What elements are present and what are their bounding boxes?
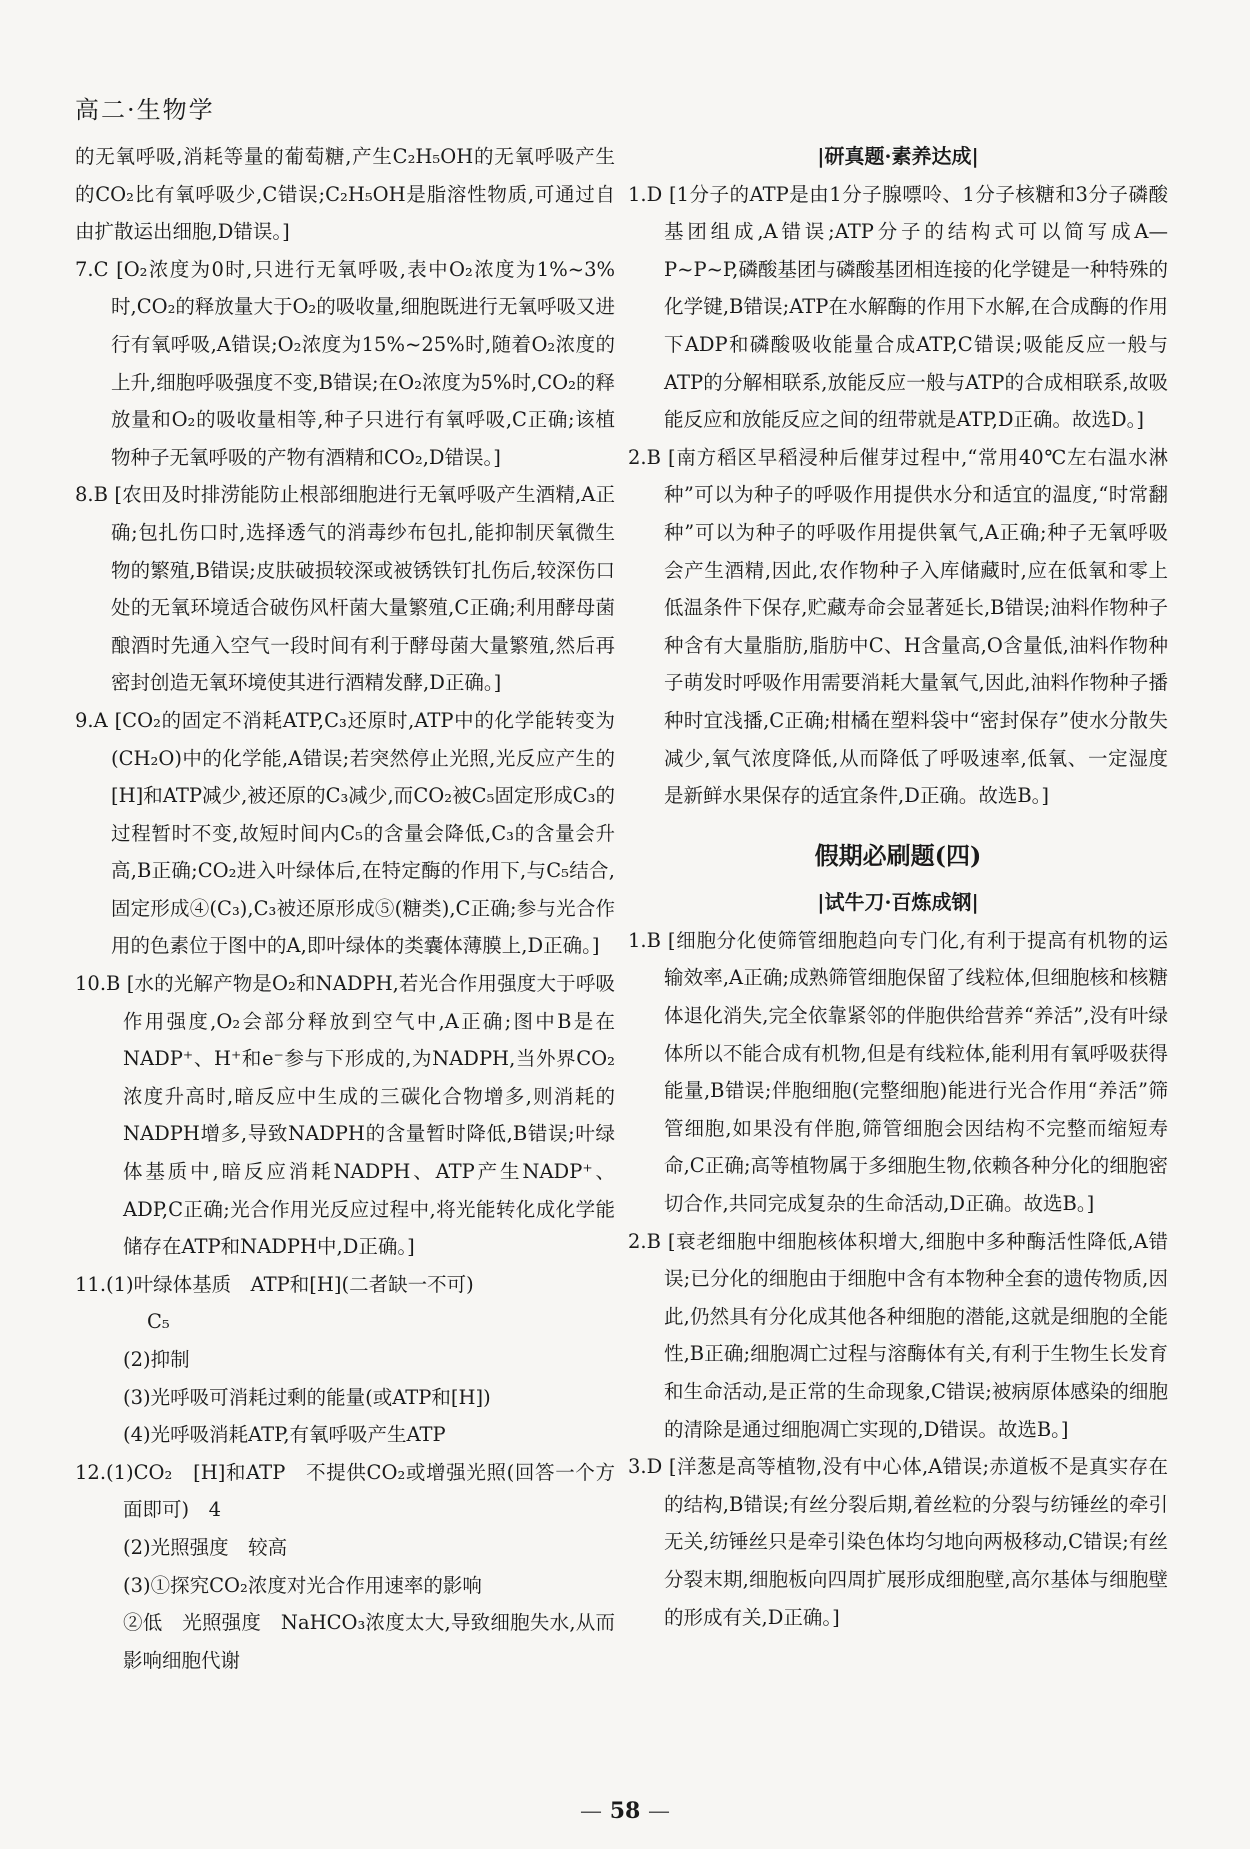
page-header: 高二·生物学 bbox=[75, 96, 215, 124]
answer-10: 10.B [水的光解产物是O₂和NADPH,若光合作用强度大于呼吸作用强度,O₂会部分释放到空气中,A正确;图中B是在NADP⁺、H⁺和e⁻参与下形成的,为NADPH,当外界CO₂浓度升高时,暗反应中生成的三碳化合物增多,则消耗的NADPH增多,导致NADPH的含量暂时降低,B错误;叶绿体基质中,暗反应消耗NADPH、ATP产生NADP⁺、ADP,C正确;光合作用光反应过程中,将光能转化成化学能储存在ATP和NADPH中,D正确。] bbox=[75, 972, 615, 1259]
answer-11-line2: C₅ bbox=[147, 1310, 170, 1334]
answer-8: 8.B [农田及时排涝能防止根部细胞进行无氧呼吸产生酒精,A正确;包扎伤口时,选择透气的消毒纱布包扎,能抑制厌氧微生物的繁殖,B错误;皮肤破损较深或被锈铁钉扎伤后,较深伤口处的无氧环境适合破伤风杆菌大量繁殖,C正确;利用酵母菌酿酒时先通入空气一段时间有利于酵母菌大量繁殖,然后再密封创造无氧环境使其进行酒精发酵,D正确。] bbox=[75, 483, 615, 695]
chapter-title: 假期必刷题(四) bbox=[814, 840, 982, 870]
answer-11-line5: (4)光呼吸消耗ATP,有氧呼吸产生ATP bbox=[123, 1423, 446, 1447]
research-answer-1: 1.D [1分子的ATP是由1分子腺嘌呤、1分子核糖和3分子磷酸基团组成,A错误;ATP分子的结构式可以简写成A—P~P~P,磷酸基团与磷酸基团相连接的化学键是一种特殊的化学键,B错误;ATP在水解酶的作用下水解,在合成酶的作用下ADP和磷酸吸收能量合成ATP,C错误;吸能反应一般与ATP的分解相联系,放能反应一般与ATP的合成相联系,故吸能反应和放能反应之间的纽带就是ATP,D正确。故选D。] bbox=[628, 182, 1168, 432]
section-title-practice: |试牛刀·百炼成钢| bbox=[817, 890, 979, 915]
page-number-value: 58 bbox=[609, 1798, 641, 1824]
answer-11-line4: (3)光呼吸可消耗过剩的能量(或ATP和[H]) bbox=[123, 1385, 491, 1409]
answer-9: 9.A [CO₂的固定不消耗ATP,C₃还原时,ATP中的化学能转变为(CH₂O)中的化学能,A错误;若突然停止光照,光反应产生的[H]和ATP减少,被还原的C₃减少,而CO₂被C₅固定形成C₃的过程暂时不变,故短时间内C₅的含量会降低,C₃的含量会升高,B正确;CO₂进入叶绿体后,在特定酶的作用下,与C₅结合,固定形成④(C₃),C₃被还原形成⑤(糖类),C正确;参与光合作用的色素位于图中的A,即叶绿体的类囊体薄膜上,D正确。] bbox=[75, 708, 615, 958]
page-number bbox=[0, 1798, 1250, 1824]
section-title-research: |研真题·素养达成| bbox=[817, 144, 979, 168]
research-answer-2: 2.B [南方稻区早稻浸种后催芽过程中,“常用40℃左右温水淋种”可以为种子的呼吸作用提供水分和适宜的温度,“时常翻种”可以为种子的呼吸作用提供氧气,A正确;种子无氧呼吸会产生酒精,因此,农作物种子入库储藏时,应在低氧和零上低温条件下保存,贮藏寿命会显著延长,B错误;油料作物种子种含有大量脂肪,脂肪中C、H含量高,O含量低,油料作物种子萌发时呼吸作用需要消耗大量氧气,因此,油料作物种子播种时宜浅播,C正确;柑橘在塑料袋中“密封保存”使水分散失减少,氧气浓度降低,从而降低了呼吸速率,低氧、一定湿度是新鲜水果保存的适宜条件,D正确。故选B。] bbox=[628, 445, 1168, 808]
answer-12-line2: (2)光照强度 较高 bbox=[123, 1535, 288, 1559]
right-column bbox=[628, 138, 1168, 1636]
practice-answer-3: 3.D [洋葱是高等植物,没有中心体,A错误;赤道板不是真实存在的结构,B错误;有丝分裂后期,着丝粒的分裂与纺锤丝的牵引无关,纺锤丝只是牵引染色体均匀地向两极移动,C错误;有丝分裂末期,细胞板向四周扩展形成细胞壁,高尔基体与细胞壁的形成有关,D正确。] bbox=[628, 1455, 1168, 1629]
answer-continuation: 的无氧呼吸,消耗等量的葡萄糖,产生C₂H₅OH的无氧呼吸产生的CO₂比有氧呼吸少,C错误;C₂H₅OH是脂溶性物质,可通过自由扩散运出细胞,D错误。] bbox=[75, 145, 615, 244]
page-dash-right: — bbox=[647, 1799, 670, 1824]
answer-12-line3: (3)①探究CO₂浓度对光合作用速率的影响 bbox=[123, 1573, 482, 1597]
page-dash-left: — bbox=[580, 1799, 603, 1824]
answer-7: 7.C [O₂浓度为0时,只进行无氧呼吸,表中O₂浓度为1%~3%时,CO₂的释放量大于O₂的吸收量,细胞既进行无氧呼吸又进行有氧呼吸,A错误;O₂浓度为15%~25%时,随着O₂浓度的上升,细胞呼吸强度不变,B错误;在O₂浓度为5%时,CO₂的释放量和O₂的吸收量相等,种子只进行有氧呼吸,C正确;该植物种子无氧呼吸的产物有酒精和CO₂,D错误。] bbox=[75, 257, 615, 469]
answer-12-line4: ②低 光照强度 NaHCO₃浓度太大,导致细胞失水,从而影响细胞代谢 bbox=[123, 1611, 615, 1672]
answer-11-line3: (2)抑制 bbox=[123, 1348, 190, 1371]
answer-12-line1: 12.(1)CO₂ [H]和ATP 不提供CO₂或增强光照(回答一个方面即可) 4 bbox=[75, 1460, 615, 1522]
left-column bbox=[75, 138, 615, 1679]
practice-answer-2: 2.B [衰老细胞中细胞核体积增大,细胞中多种酶活性降低,A错误;已分化的细胞由于细胞中含有本物种全套的遗传物质,因此,仍然具有分化成其他各种细胞的潜能,这就是细胞的全能性,B正确;细胞凋亡过程与溶酶体有关,有利于生物生长发育和生命活动,是正常的生命现象,C错误;被病原体感染的细胞的清除是通过细胞凋亡实现的,D错误。故选B。] bbox=[628, 1229, 1168, 1441]
answer-11-line1: 11.(1)叶绿体基质 ATP和[H](二者缺一不可) bbox=[75, 1272, 474, 1296]
practice-answer-1: 1.B [细胞分化使筛管细胞趋向专门化,有利于提高有机物的运输效率,A正确;成熟筛管细胞保留了线粒体,但细胞核和核糖体退化消失,完全依靠紧邻的伴胞供给营养“养活”,没有叶绿体所以不能合成有机物,但是有线粒体,能利用有氧呼吸获得能量,B错误;伴胞细胞(完整细胞)能进行光合作用“养活”筛管细胞,如果没有伴胞,筛管细胞会因结构不完整而缩短寿命,C正确;高等植物属于多细胞生物,依赖各种分化的细胞密切合作,共同完成复杂的生命活动,D正确。故选B。] bbox=[628, 928, 1168, 1216]
